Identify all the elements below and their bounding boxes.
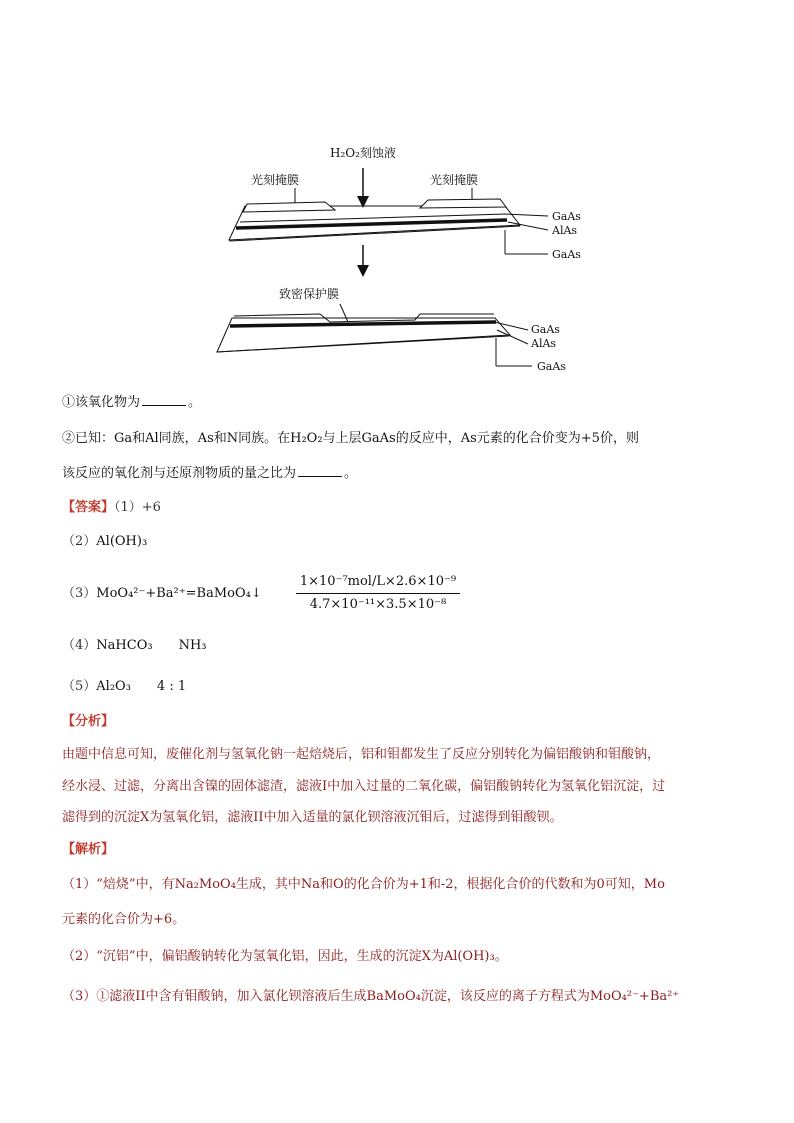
analysis-line-2: 经水浸、过滤，分离出含镍的固体滤渣，滤液I中加入过量的二氧化碳，偏铝酸钠转化为氢氧化铝沉淀，过 [62, 779, 666, 794]
top-layer-gaas-1: GaAs [552, 210, 581, 223]
top-layer-alas: AlAs [552, 224, 578, 237]
solution-3: （3）①滤液II中含有钼酸钠，加入氯化钡溶液后生成BaMoO₄沉淀，该反应的离子方程式为MoO₄²⁻+Ba²⁺ [62, 989, 680, 1004]
analysis-line-3: 滤得到的沉淀X为氢氧化铝，滤液II中加入适量的氯化钡溶液沉钼后，过滤得到钼酸钡。 [62, 810, 563, 825]
solution-tag: 【解析】 [62, 842, 115, 857]
top-wafer [229, 199, 520, 241]
bottom-wafer [217, 314, 510, 352]
analysis-tag: 【分析】 [62, 714, 115, 729]
analysis-line-1: 由题中信息可知，废催化剂与氢氧化钠一起焙烧后，铝和钼都发生了反应分别转化为偏铝酸钠和钼酸钠， [62, 747, 661, 762]
arrow-down-icon [357, 245, 369, 277]
answer-3: （3）MoO₄²⁻+Ba²⁺=BaMoO₄↓ $\frac{\text{1×10⁻⁷mol/L×2.6×10⁻⁹}}{\text{4.7×10⁻¹¹×3.5×10⁻⁸}}$ [62, 573, 460, 614]
question-1: ①该氧化物为 。 [62, 395, 202, 410]
answer-tag: 【答案】 [62, 500, 115, 515]
protect-label: 致密保护膜 [279, 287, 340, 301]
answer-1: 【答案】（1）+6 [62, 500, 161, 515]
answer-2: （2）Al(OH)₃ [62, 534, 148, 549]
answer-4: （4）NaHCO₃ NH₃ [62, 638, 207, 653]
etching-process-diagram [0, 0, 794, 390]
mask-left-label: 光刻掩膜 [251, 173, 300, 187]
bottom-layer-gaas-2: GaAs [537, 360, 566, 373]
etchant-label: H₂O₂刻蚀液 [330, 146, 396, 160]
answer-blank [142, 405, 186, 406]
question-2-line-2: 该反应的氧化剂与还原剂物质的量之比为 。 [62, 466, 358, 481]
solution-2: （2）“沉铝”中，偏铝酸钠转化为氢氧化铝，因此，生成的沉淀X为Al(OH)₃。 [62, 949, 508, 964]
bottom-layer-alas: AlAs [531, 337, 557, 350]
arrow-down-icon [357, 168, 369, 208]
question-2-line-1: ②已知：Ga和Al同族，As和N同族。在H₂O₂与上层GaAs的反应中，As元素的化合价变为+5价，则 [62, 431, 639, 446]
mask-right-label: 光刻掩膜 [430, 173, 479, 187]
answer-blank [298, 476, 342, 477]
solution-1a: （1）“焙烧”中，有Na₂MoO₄生成，其中Na和O的化合价为+1和-2，根据化合价的代数和为0可知，Mo [62, 877, 665, 892]
ksp-fraction: $\frac{\text{1×10⁻⁷mol/L×2.6×10⁻⁹}}{\text{4.7×10⁻¹¹×3.5×10⁻⁸}}$ [296, 573, 460, 614]
top-layer-gaas-2: GaAs [552, 248, 581, 261]
solution-1b: 元素的化合价为+6。 [62, 912, 186, 927]
bottom-layer-gaas-1: GaAs [531, 323, 560, 336]
answer-5: （5）Al₂O₃ 4 : 1 [62, 679, 187, 694]
